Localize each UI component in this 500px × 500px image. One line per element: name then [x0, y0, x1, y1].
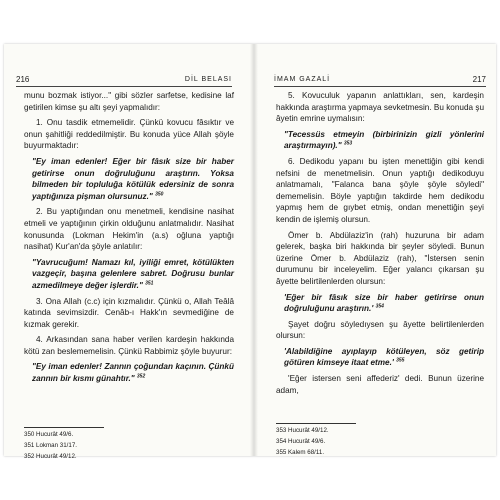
footnote-marker: 352	[136, 373, 146, 380]
paragraph-text: Şayet doğru söyledıysen şu âyette belirtilenlerden olursun:	[276, 319, 484, 341]
right-page-body	[276, 90, 484, 400]
running-head-right: İMAM GAZALİ	[274, 76, 331, 83]
book-spread	[4, 44, 496, 460]
running-head-left: DİL BELASI	[184, 76, 232, 83]
paragraph-text: 'Eğer istersen seni affederiz' dedi. Bunun üzerine adam,	[276, 374, 484, 395]
quote-paragraph	[276, 292, 484, 315]
page-number-right: 217	[472, 75, 486, 84]
header-rule-left	[16, 86, 232, 87]
body-paragraph	[24, 296, 234, 331]
footnote-marker: 353	[343, 140, 353, 147]
paragraph-text: 1. Onu tasdik etmemelidir. Çünkü kovucu fâsıktır ve onun şahitliği reddedilmiştir. Bu konuda yüce Allah şöyle buyurmaktadır:	[24, 118, 234, 151]
right-page-header	[274, 74, 486, 86]
body-paragraph	[24, 90, 234, 113]
paragraph-text: "Tecessüs etmeyin (birbirinizin gizli yönlerini araştırmayın)."	[284, 129, 484, 151]
body-paragraph	[24, 334, 234, 357]
book-gutter	[250, 44, 258, 456]
quote-paragraph	[24, 156, 234, 202]
quote-paragraph	[24, 361, 234, 384]
quote-paragraph	[276, 129, 484, 152]
paragraph-text: 'Alabildiğine ayıplayıp kötüleyen, söz getirip götüren kimseye itaat etme.'	[284, 346, 484, 368]
body-paragraph	[276, 90, 484, 125]
right-page	[258, 44, 496, 456]
body-paragraph	[276, 230, 484, 288]
paragraph-text: 3. Ona Allah (c.c) için kızmalıdır. Çünkü o, Allah Teâlâ katında sevimsizdir. Cenâb-ı Hakk'ın sevmediğine de kızmak gerekir.	[24, 296, 234, 329]
footnote-rule-left	[24, 427, 104, 428]
left-page-body	[24, 90, 234, 389]
header-rule-right	[274, 86, 486, 87]
paragraph-text: 5. Kovuculuk yapanın anlattıkları, sen, kardeşin hakkında araştırma yapmaya sevketmesin. Bu konuda şu âyetin emrine uymalısın:	[276, 91, 484, 124]
quote-paragraph	[24, 257, 234, 292]
body-paragraph	[24, 206, 234, 252]
left-page-header	[16, 74, 232, 86]
paragraph-text: munu bozmak istiyor..." gibi sözler sarfetse, kedisine laf getirilen kimse şu altı şeyi yapmalıdır:	[24, 91, 234, 112]
footnote: 353 Hucurât 49/12.	[276, 427, 329, 434]
page-number-left: 216	[16, 75, 30, 84]
footnote-rule-right	[276, 423, 356, 424]
paragraph-text: 2. Bu yaptığından onu menetmeli, kendisine nasihat etmeli ve yaptığının çirkin olduğunu anlatmalıdır. Nasihat konusunda (Lokman Hekim'in (a.s) oğluna yaptığı nasihat) Kur'an'da şöyle anlatılır:	[24, 207, 234, 252]
body-paragraph	[276, 319, 484, 342]
quote-paragraph	[276, 346, 484, 369]
body-paragraph	[24, 117, 234, 152]
footnote-marker: 350	[155, 191, 164, 198]
paragraph-text: 'Eğer bir fâsık size bir haber getirirse onun doğruluğunu araştırın.'	[284, 292, 484, 314]
left-page	[4, 44, 250, 460]
footnote: 355 Kalem 68/11.	[276, 449, 325, 456]
paragraph-text: "Yavrucuğum! Namazı kıl, iyiliği emret, kötülükten vazgeçir, başına gelenlere sabret. Doğrusu bunlar azmedilmeye değer işlerdir."	[32, 257, 234, 290]
footnotes-right	[276, 425, 329, 458]
footnote: 354 Hucurât 49/6.	[276, 438, 326, 445]
footnote: 350 Hucurât 49/6.	[24, 431, 74, 438]
footnote-marker: 354	[375, 303, 384, 310]
paragraph-text: Ömer b. Abdülaziz'in (rah) huzuruna bir adam gelerek, başka biri hakkında bir şeyler söyledi. Bunun üzerine Ömer b. Abdülaziz (rah), "İstersen senin durumunu bir inceleyelim. Eğer yalancı çıkarsan şu âyette belirtilenlerden olursun:	[276, 230, 484, 286]
paragraph-text: "Ey iman edenler! Zannın çoğundan kaçının. Çünkü zannın bir kısmı günahtır."	[32, 362, 234, 384]
body-paragraph	[276, 373, 484, 396]
footnote-marker: 355	[396, 357, 405, 364]
footnote: 351 Lokman 31/17.	[24, 442, 77, 449]
footnote: 352 Hucurât 49/12.	[24, 453, 77, 460]
paragraph-text: 4. Arkasından sana haber verilen kardeşin hakkında kötü zan beslememelisin. Çünkü Rabbimiz şöyle buyurur:	[24, 335, 234, 356]
footnote-marker: 351	[145, 280, 154, 287]
body-paragraph	[276, 156, 484, 226]
paragraph-text: "Ey iman edenler! Eğer bir fâsık size bir haber getirirse onun doğruluğunu araştırın. Yoksa bilmeden bir topluluğa kötülük edersiniz de sonra yaptığınıza pişman olursunuz."	[32, 156, 234, 201]
footnotes-left	[24, 429, 77, 462]
paragraph-text: 6. Dedikodu yapanı bu işten menettiğin gibi kendi nefsini de menetmelisin. Onun yaptığı dedikoduyu anlatmamalı, "Falanca bana şöyle şöyle söyledi" dememelisin. Böyle yaptığın takdirde hem dedikodu yapmış hem de gıybet etmiş, ondan menettiğin şeyi kendin de işlemiş olursun.	[276, 156, 484, 224]
